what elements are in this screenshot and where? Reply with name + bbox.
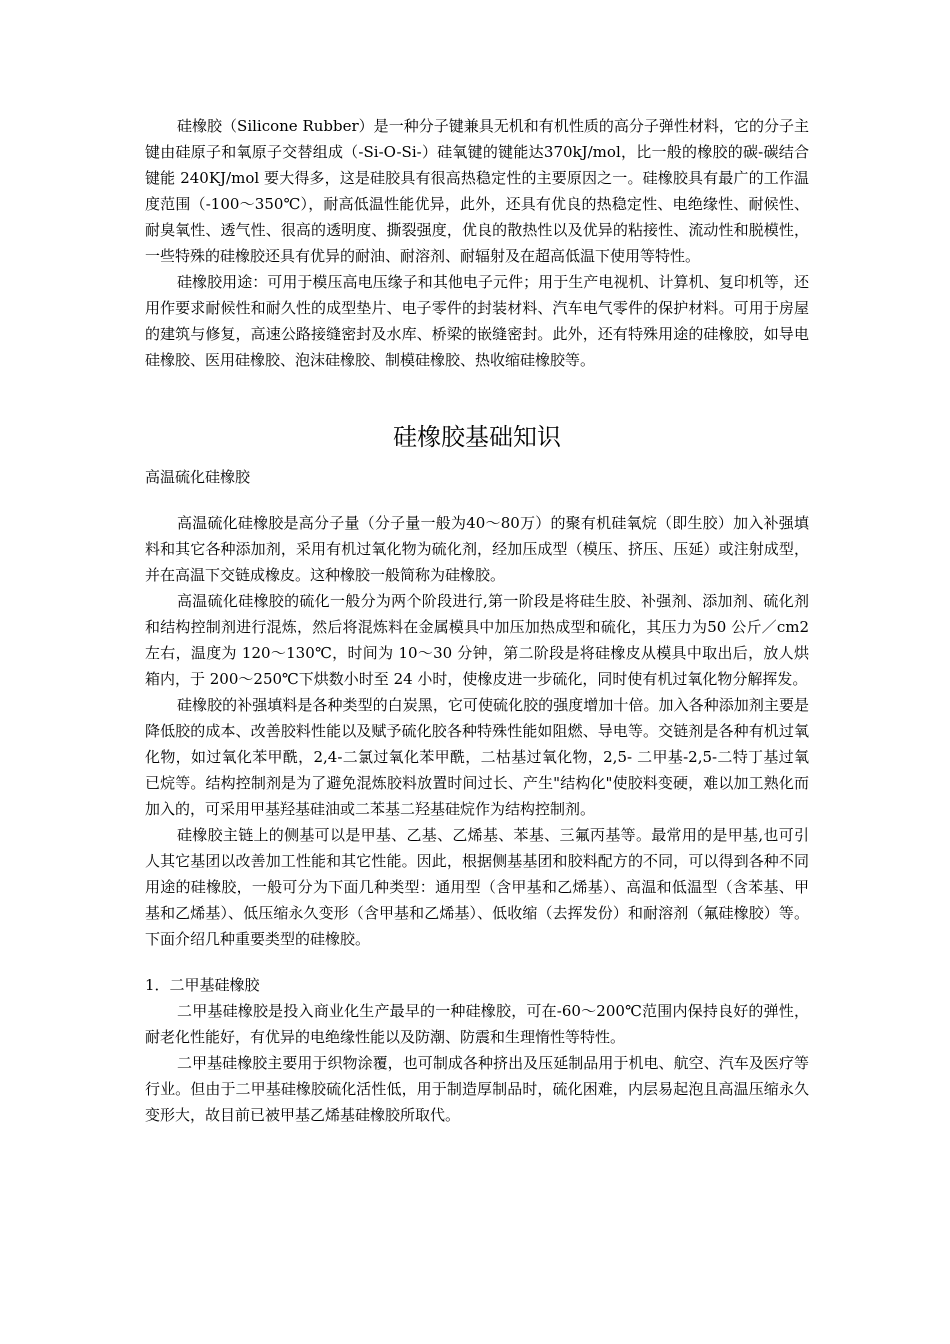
dimethyl-paragraph-applications: 二甲基硅橡胶主要用于织物涂覆，也可制成各种挤出及压延制品用于机电、航空、汽车及医疗等行业。但由于二甲基硅橡胶硫化活性低，用于制造厚制品时，硫化困难，内层易起泡且高温压缩永久变形大，故目前已被甲基乙烯基硅橡胶所取代。 (145, 1054, 809, 1124)
htv-paragraph-vulcanization: 高温硫化硅橡胶的硫化一般分为两个阶段进行,第一阶段是将硅生胶、补强剂、添加剂、硫化剂和结构控制剂进行混炼，然后将混炼料在金属模具中加压加热成型和硫化，其压力为50 公斤／cm2 左右，温度为 120～130℃，时间为 10～30 分钟，第二阶段是将硅橡皮从模具中取出后，放人烘箱内，于 200～250℃下烘数小时至 24 小时，使橡皮进一步硫化，同时使有机过氧化物分解挥发。 (145, 592, 809, 688)
intro-paragraph-definition: 硅橡胶（Silicone Rubber）是一种分子键兼具无机和有机性质的高分子弹性材料，它的分子主键由硅原子和氧原子交替组成（-Si-O-Si-）硅氧键的键能达370kJ/mol，比一般的橡胶的碳-碳结合键能 240KJ/mol 要大得多，这是硅胶具有很高热稳定性的主要原因之一。硅橡胶具有最广的工作温度范围（-100～350℃），耐高低温性能优异，此外，还具有优良的热稳定性、电绝缘性、耐候性、耐臭氧性、透气性、很高的透明度、撕裂强度，优良的散热性以及优异的粘接性、流动性和脱模性，一些特殊的硅橡胶还具有优异的耐油、耐溶剂、耐辐射及在超高低温下使用等特性。 (145, 117, 809, 265)
section-heading-dimethyl: 1．二甲基硅橡胶 (145, 976, 260, 994)
htv-paragraph-side-groups: 硅橡胶主链上的侧基可以是甲基、乙基、乙烯基、苯基、三氟丙基等。最常用的是甲基,也可引人其它基团以改善加工性能和其它性能。因此，根据侧基基团和胶料配方的不同，可以得到各种不同用途的硅橡胶，一般可分为下面几种类型：通用型（含甲基和乙烯基）、高温和低温型（含苯基、甲基和乙烯基）、低压缩永久变形（含甲基和乙烯基）、低收缩（去挥发份）和耐溶剂（氟硅橡胶）等。下面介绍几种重要类型的硅橡胶。 (145, 826, 809, 948)
section-heading-htv: 高温硫化硅橡胶 (145, 468, 251, 486)
htv-paragraph-fillers: 硅橡胶的补强填料是各种类型的白炭黑，它可使硫化胶的强度增加十倍。加入各种添加剂主要是降低胶的成本、改善胶料性能以及赋予硫化胶各种特殊性能如阻燃、导电等。交链剂是各种有机过氧化物，如过氧化苯甲酰，2,4-二氯过氧化苯甲酰，二枯基过氧化物，2,5- 二甲基-2,5-二特丁基过氧已烷等。结构控制剂是为了避免混炼胶料放置时间过长、产生"结构化"使胶料变硬，难以加工熟化而加入的，可采用甲基羟基硅油或二苯基二羟基硅烷作为结构控制剂。 (145, 696, 809, 818)
dimethyl-paragraph-properties: 二甲基硅橡胶是投入商业化生产最早的一种硅橡胶，可在-60～200℃范围内保持良好的弹性，耐老化性能好，有优异的电绝缘性能以及防潮、防震和生理惰性等特性。 (145, 1002, 809, 1046)
document-page (145, 113, 809, 1128)
intro-paragraph-uses: 硅橡胶用途：可用于模压高电压缘子和其他电子元件；用于生产电视机、计算机、复印机等，还用作要求耐候性和耐久性的成型垫片、电子零件的封装材料、汽车电气零件的保护材料。可用于房屋的建筑与修复，高速公路接缝密封及水库、桥梁的嵌缝密封。此外，还有特殊用途的硅橡胶，如导电硅橡胶、医用硅橡胶、泡沫硅橡胶、制模硅橡胶、热收缩硅橡胶等。 (145, 273, 809, 369)
htv-paragraph-intro: 高温硫化硅橡胶是高分子量（分子量一般为40～80万）的聚有机硅氧烷（即生胶）加入补强填料和其它各种添加剂，采用有机过氧化物为硫化剂，经加压成型（模压、挤压、压延）或注射成型，并在高温下交链成橡皮。这种橡胶一般简称为硅橡胶。 (145, 514, 809, 584)
document-title: 硅橡胶基础知识 (393, 423, 561, 451)
